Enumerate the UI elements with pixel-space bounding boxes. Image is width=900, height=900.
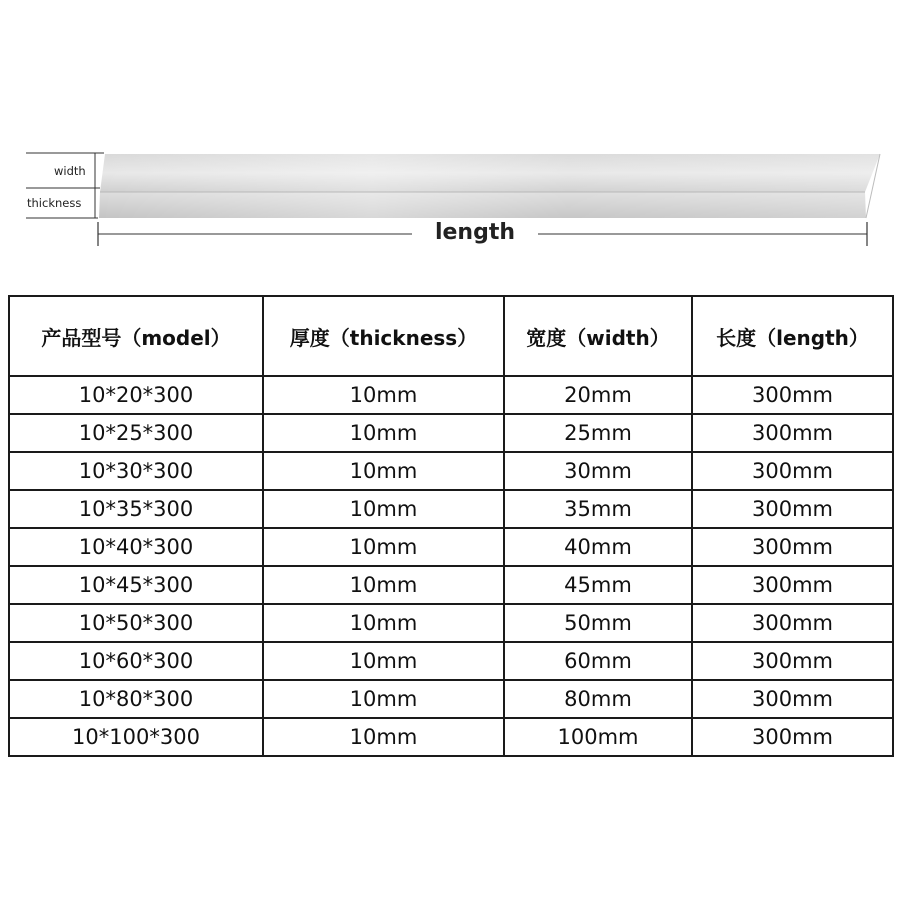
cell-thickness: 10mm [263,414,504,452]
cell-width: 100mm [504,718,692,756]
cell-length: 300mm [692,376,893,414]
header-width: 宽度（width） [504,296,692,376]
cell-thickness: 10mm [263,528,504,566]
cell-width: 30mm [504,452,692,490]
cell-thickness: 10mm [263,642,504,680]
cell-model: 10*30*300 [9,452,263,490]
cell-model: 10*35*300 [9,490,263,528]
table-row [9,452,893,490]
cell-length: 300mm [692,452,893,490]
cell-thickness: 10mm [263,490,504,528]
table-row [9,376,893,414]
cell-thickness: 10mm [263,376,504,414]
width-label: width [54,164,86,178]
cell-width: 40mm [504,528,692,566]
table-row [9,718,893,756]
cell-thickness: 10mm [263,718,504,756]
table-row [9,642,893,680]
cell-width: 45mm [504,566,692,604]
table-row [9,528,893,566]
cell-thickness: 10mm [263,680,504,718]
cell-width: 25mm [504,414,692,452]
spec-table [8,295,894,757]
cell-length: 300mm [692,718,893,756]
table-header-row [9,296,893,376]
cell-model: 10*100*300 [9,718,263,756]
cell-length: 300mm [692,528,893,566]
cell-length: 300mm [692,642,893,680]
cell-width: 60mm [504,642,692,680]
cell-model: 10*80*300 [9,680,263,718]
cell-length: 300mm [692,566,893,604]
cell-model: 10*20*300 [9,376,263,414]
cell-length: 300mm [692,680,893,718]
steel-bar-diagram [0,0,900,260]
cell-width: 80mm [504,680,692,718]
header-model: 产品型号（model） [9,296,263,376]
thickness-label: thickness [27,196,82,210]
table-row [9,680,893,718]
table-row [9,414,893,452]
length-label: length [434,220,516,245]
cell-model: 10*45*300 [9,566,263,604]
table-row [9,490,893,528]
cell-thickness: 10mm [263,452,504,490]
cell-model: 10*60*300 [9,642,263,680]
cell-thickness: 10mm [263,566,504,604]
cell-length: 300mm [692,604,893,642]
cell-model: 10*40*300 [9,528,263,566]
table-row [9,566,893,604]
header-thickness: 厚度（thickness） [263,296,504,376]
cell-length: 300mm [692,490,893,528]
table-row [9,604,893,642]
cell-thickness: 10mm [263,604,504,642]
cell-length: 300mm [692,414,893,452]
cell-width: 35mm [504,490,692,528]
cell-width: 50mm [504,604,692,642]
cell-model: 10*25*300 [9,414,263,452]
cell-model: 10*50*300 [9,604,263,642]
cell-width: 20mm [504,376,692,414]
header-length: 长度（length） [692,296,893,376]
